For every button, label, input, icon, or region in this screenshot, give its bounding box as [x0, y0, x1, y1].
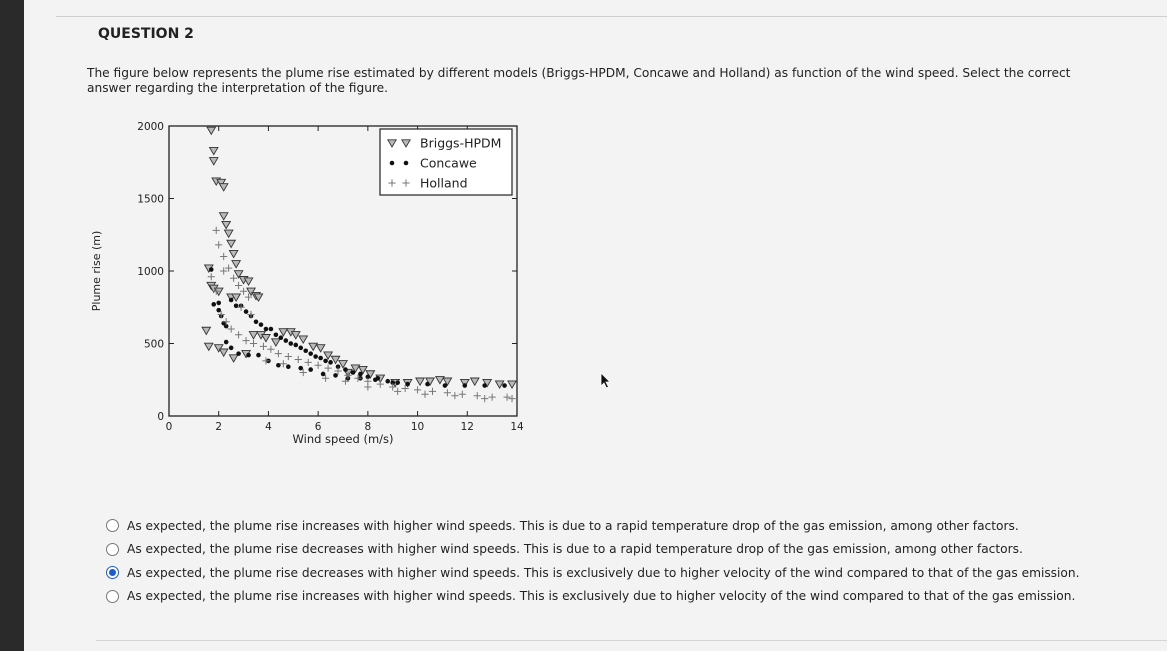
concawe-point [343, 367, 348, 372]
concawe-point [254, 319, 259, 324]
concawe-point [425, 382, 430, 387]
holland-point [213, 227, 220, 234]
y-tick-label: 2000 [137, 121, 164, 133]
holland-point [247, 311, 254, 318]
holland-point [240, 288, 247, 295]
concawe-point [303, 348, 308, 353]
concawe-point [298, 346, 303, 351]
y-tick-label: 1500 [137, 193, 164, 206]
legend-label: Holland [420, 175, 468, 191]
concawe-point [298, 366, 303, 371]
concawe-point [224, 340, 229, 345]
holland-point [305, 359, 312, 366]
holland-point [364, 383, 371, 390]
concawe-point [395, 380, 400, 385]
holland-point [260, 343, 267, 350]
holland-point [315, 362, 322, 369]
holland-point [489, 394, 496, 401]
briggs-hpdm-point [508, 381, 516, 388]
answer-option-label: As expected, the plume rise increases with higher wind speeds. This is exclusively due to higher velocity of the wind compared to that of the gas emission. [127, 589, 1076, 604]
y-tick-label: 500 [143, 338, 164, 351]
holland-point [242, 337, 249, 344]
briggs-hpdm-point [224, 230, 232, 237]
bottom-divider [96, 640, 1167, 641]
briggs-hpdm-point [324, 352, 332, 359]
holland-point [481, 395, 488, 402]
concawe-point [216, 308, 221, 313]
concawe-point [405, 382, 410, 387]
briggs-hpdm-point [316, 345, 324, 352]
concawe-point [308, 351, 313, 356]
question-title: QUESTION 2 [98, 26, 194, 42]
holland-point [262, 357, 269, 364]
holland-point [230, 275, 237, 282]
concawe-point [313, 354, 318, 359]
concawe-point [274, 333, 279, 338]
concawe-point [259, 322, 264, 327]
concawe-point [373, 377, 378, 382]
answer-option-label: As expected, the plume rise increases with higher wind speeds. This is due to a rapid temperature drop of the gas emission, among other factors. [127, 518, 1019, 533]
briggs-hpdm-point [207, 127, 215, 134]
holland-point [429, 388, 436, 395]
briggs-hpdm-point [416, 378, 424, 385]
concawe-point [269, 327, 274, 332]
answer-option-3[interactable] [106, 561, 1079, 585]
briggs-hpdm-point [471, 378, 479, 385]
x-tick-label: 4 [265, 421, 272, 433]
x-tick-label: 2 [215, 421, 223, 433]
holland-point [414, 386, 421, 393]
concawe-point [321, 372, 326, 377]
concawe-point [236, 351, 241, 356]
concawe-point [482, 383, 487, 388]
concawe-point [385, 379, 390, 384]
holland-point [280, 360, 287, 367]
briggs-hpdm-point [249, 332, 257, 339]
concawe-point [351, 370, 356, 375]
holland-point [295, 356, 302, 363]
briggs-hpdm-point [219, 184, 227, 191]
concawe-point [443, 383, 448, 388]
briggs-hpdm-point [222, 221, 230, 228]
briggs-hpdm-point [202, 327, 210, 334]
y-tick-label: 0 [157, 411, 164, 423]
x-axis-label: Wind speed (m/s) [292, 432, 394, 446]
holland-point [237, 304, 244, 311]
briggs-hpdm-point [219, 213, 227, 220]
holland-point [250, 340, 257, 347]
holland-point [421, 391, 428, 398]
holland-point [508, 395, 515, 402]
holland-point [275, 350, 282, 357]
concawe-point [211, 302, 216, 307]
answer-option-4[interactable] [106, 585, 1079, 609]
holland-point [451, 392, 458, 399]
concawe-point [323, 359, 328, 364]
briggs-hpdm-point [227, 240, 235, 247]
holland-point [220, 253, 227, 260]
y-axis-label: Plume rise (m) [90, 230, 103, 312]
concawe-point [256, 353, 261, 358]
concawe-legend-marker [390, 161, 395, 166]
holland-point [444, 389, 451, 396]
answer-option-label: As expected, the plume rise decreases with higher wind speeds. This is exclusively due to higher velocity of the wind compared to that of the gas emission. [127, 565, 1080, 580]
briggs-hpdm-point [244, 278, 252, 285]
question-text: The figure below represents the plume rise estimated by different models (Briggs-HPDM, Concawe and Holland) as function of the wind speed. Select the correct answer regarding the interpretation of the figure. [87, 66, 1071, 95]
holland-point [228, 325, 235, 332]
briggs-hpdm-point [219, 349, 227, 356]
x-tick-label: 8 [364, 421, 372, 433]
concawe-point [289, 341, 294, 346]
arrow-cursor-icon [599, 372, 613, 390]
x-tick-label: 6 [314, 421, 322, 433]
briggs-hpdm-point [210, 158, 218, 165]
concawe-point [216, 301, 221, 306]
concawe-point [209, 267, 214, 272]
concawe-point [463, 383, 468, 388]
concawe-point [229, 298, 234, 303]
x-tick-label: 10 [410, 421, 425, 433]
holland-point [377, 381, 384, 388]
y-tick-label: 1000 [137, 266, 164, 278]
holland-point [503, 394, 510, 401]
x-tick-label: 14 [510, 421, 524, 433]
holland-point [324, 365, 331, 372]
holland-point [208, 273, 215, 280]
concawe-point [246, 353, 251, 358]
x-tick-label: 0 [165, 421, 173, 433]
radio-button-icon[interactable] [106, 519, 119, 532]
holland-point [394, 388, 401, 395]
concawe-point [502, 383, 507, 388]
quiz-page [24, 0, 1167, 651]
holland-point [235, 331, 242, 338]
top-divider [56, 16, 1167, 17]
briggs-hpdm-point [229, 355, 237, 362]
holland-point [285, 353, 292, 360]
briggs-hpdm-point [210, 147, 218, 154]
concawe-point [333, 373, 338, 378]
answer-option-1[interactable] [106, 514, 1079, 538]
briggs-hpdm-point [229, 250, 237, 257]
holland-point [235, 282, 242, 289]
concawe-point [308, 367, 313, 372]
answer-option-2[interactable] [106, 538, 1079, 562]
concawe-point [318, 356, 323, 361]
radio-button-icon[interactable] [106, 566, 119, 579]
concawe-point [328, 360, 333, 365]
concawe-point [358, 372, 363, 377]
briggs-hpdm-point [205, 343, 213, 350]
holland-point [215, 241, 222, 248]
briggs-hpdm-point [232, 261, 240, 268]
briggs-hpdm-point [272, 339, 280, 346]
concawe-point [284, 338, 289, 343]
briggs-hpdm-point [262, 335, 270, 342]
concawe-point [264, 327, 269, 332]
briggs-hpdm-point [299, 336, 307, 343]
legend-label: Briggs-HPDM [420, 135, 502, 151]
concawe-point [229, 346, 234, 351]
radio-button-icon[interactable] [106, 590, 119, 603]
concawe-legend-marker [404, 161, 409, 166]
holland-point [474, 392, 481, 399]
answer-option-label: As expected, the plume rise decreases with higher wind speeds. This is due to a rapid temperature drop of the gas emission, among other factors. [127, 542, 1023, 557]
plume-rise-chart [86, 112, 546, 457]
concawe-point [293, 343, 298, 348]
holland-point [459, 391, 466, 398]
briggs-hpdm-point [292, 332, 300, 339]
legend-label: Concawe [420, 155, 477, 171]
concawe-point [286, 364, 291, 369]
radio-button-icon[interactable] [106, 543, 119, 556]
answer-options [106, 514, 1079, 608]
chart-legend [380, 129, 512, 195]
concawe-point [279, 335, 284, 340]
holland-point [267, 346, 274, 353]
concawe-point [244, 309, 249, 314]
x-tick-label: 12 [460, 421, 474, 433]
briggs-hpdm-point [279, 329, 287, 336]
